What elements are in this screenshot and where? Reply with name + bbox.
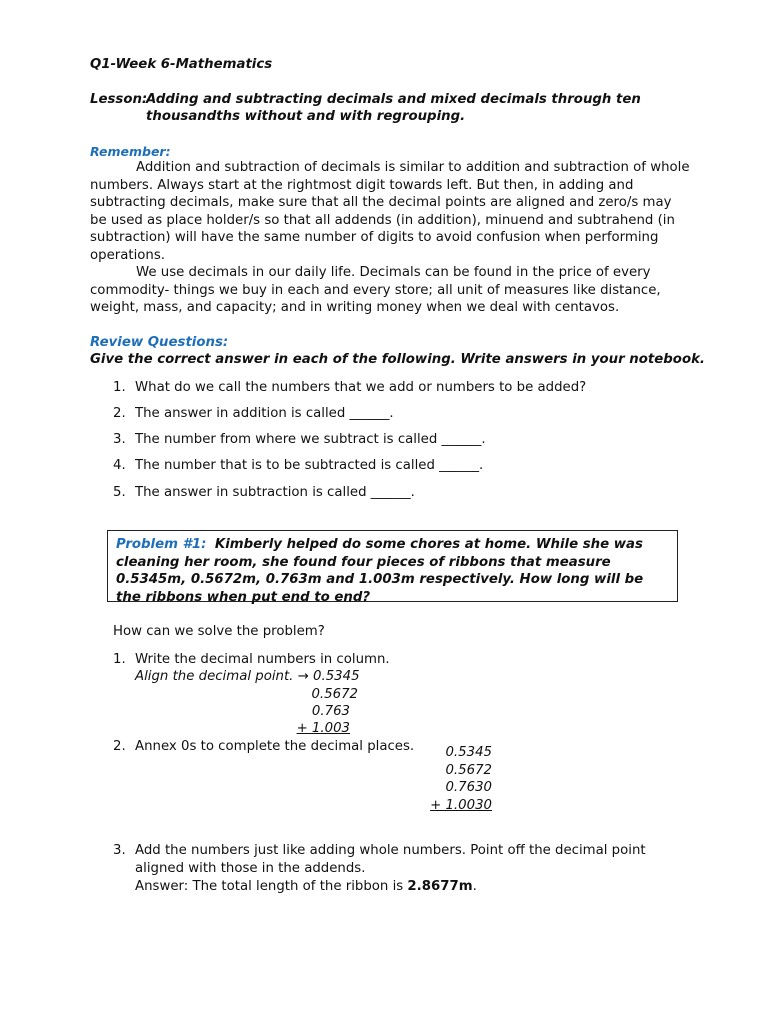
step-1-subtext: Align the decimal point. → 0.5345 [135, 669, 360, 684]
column-2-value: + 1.0030 [430, 798, 492, 813]
page-title: Q1-Week 6-Mathematics [90, 57, 273, 72]
step-3-text-line-2: aligned with those in the addends. [135, 861, 366, 876]
review-instruction: Give the correct answer in each of the following. Write answers in your notebook. [90, 352, 705, 367]
solution-question: How can we solve the problem? [113, 624, 325, 639]
problem-statement [116, 536, 672, 606]
step-3-number: 3. [113, 843, 126, 858]
remember-paragraph-2: We use decimals in our daily life. Decimals can be found in the price of every commodity- things we buy in each and every store; all unit of measures like distance, weight, mass, and capacity; and in writing money when we deal with centavos. [90, 265, 661, 316]
question-item: 3. The number from where we subtract is called ______. [113, 432, 486, 447]
column-2-value: 0.5672 [445, 763, 492, 778]
step-2-text: Annex 0s to complete the decimal places. [135, 739, 415, 754]
question-item: 4. The number that is to be subtracted is called ______. [113, 458, 484, 473]
column-2-value: 0.5345 [445, 745, 492, 760]
answer-line: Answer: The total length of the ribbon is 2.8677m. [135, 879, 477, 894]
review-heading: Review Questions: [90, 335, 229, 350]
column-1-value: 0.5672 [311, 687, 358, 702]
column-1-value: + 1.003 [296, 721, 350, 736]
remember-paragraph-1: Addition and subtraction of decimals is similar to addition and subtraction of whole numbers. Always start at the rightmost digit towards left. But then, in adding and subtracting decimals, make sure that all the decimal points are aligned and zero/s may be used as place holder/s so that all addends (in addition), minuend and subtrahend (in subtraction) will have the same number of digits to avoid confusion when performing operations. [90, 160, 690, 263]
question-item: 1. What do we call the numbers that we add or numbers to be added? [113, 380, 587, 395]
problem-label: Problem #1: [116, 537, 207, 552]
lesson-label: Lesson: [90, 92, 148, 107]
step-1-text: Write the decimal numbers in column. [135, 652, 390, 667]
question-item: 5. The answer in subtraction is called ______. [113, 485, 415, 500]
answer-value: 2.8677m [407, 879, 473, 894]
problem-box [107, 530, 678, 605]
step-3-text-line-1: Add the numbers just like adding whole numbers. Point off the decimal point [135, 843, 646, 858]
step-2-number: 2. [113, 739, 126, 754]
step-1-number: 1. [113, 652, 126, 667]
question-item: 2. The answer in addition is called ______. [113, 406, 394, 421]
problem-text: Kimberly helped do some chores at home. While she was cleaning her room, she found four pieces of ribbons that measure 0.5345m, 0.5672m, 0.763m and 1.003m respectively. How long will be the ribbons when put end to end? [116, 537, 644, 605]
lesson-title-line-1: Adding and subtracting decimals and mixed decimals through ten [146, 92, 641, 107]
lesson-title-line-2: thousandths without and with regrouping. [146, 109, 466, 124]
column-1-value: 0.763 [311, 704, 350, 719]
column-2-value: 0.7630 [445, 780, 492, 795]
remember-heading: Remember: [90, 144, 171, 159]
